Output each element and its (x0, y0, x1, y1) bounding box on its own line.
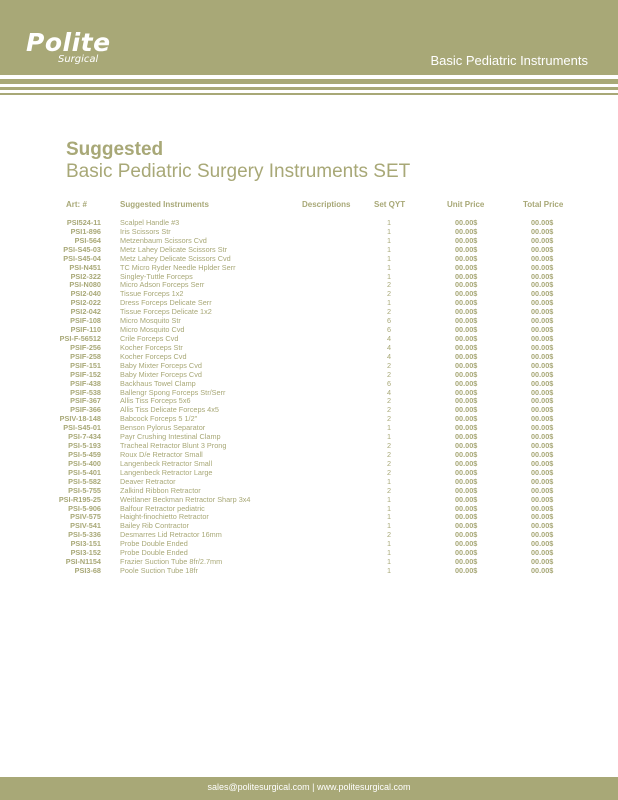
article-number: PSIF-110 (70, 325, 101, 335)
instrument-name: Micro Adson Forceps Serr (120, 280, 205, 290)
set-quantity: 2 (387, 280, 392, 290)
unit-price: 00.00$ (455, 530, 478, 540)
unit-price: 00.00$ (455, 289, 478, 299)
set-quantity: 2 (387, 414, 392, 424)
set-quantity: 1 (387, 226, 392, 236)
unit-price: 00.00$ (455, 342, 478, 352)
set-quantity: 1 (387, 476, 392, 486)
total-price: 00.00$ (531, 271, 554, 281)
instrument-name: Tracheal Retractor Blunt 3 Prong (120, 441, 227, 451)
unit-price: 00.00$ (455, 316, 478, 326)
set-quantity: 6 (387, 378, 392, 388)
unit-price: 00.00$ (455, 405, 478, 415)
set-quantity: 6 (387, 325, 392, 335)
total-price: 00.00$ (531, 458, 554, 468)
unit-price: 00.00$ (455, 458, 478, 468)
instrument-name: Ballengr Spong Forceps Str/Serr (120, 387, 226, 397)
article-number: PSIF-367 (70, 396, 101, 406)
instrument-name: Payr Crushing Intestinal Clamp (120, 432, 221, 442)
set-quantity: 2 (387, 307, 392, 317)
header-stripe-3 (0, 93, 618, 95)
set-quantity: 1 (387, 512, 392, 522)
article-number: PSI-564 (74, 235, 101, 245)
column-header-instruments: Suggested Instruments (120, 200, 209, 209)
total-price: 00.00$ (531, 342, 554, 352)
total-price: 00.00$ (531, 494, 554, 504)
set-quantity: 1 (387, 521, 392, 531)
unit-price: 00.00$ (455, 539, 478, 549)
article-number: PSI-5-336 (68, 530, 101, 540)
instrument-name: Langenbeck Retractor Small (120, 458, 213, 468)
total-price: 00.00$ (531, 280, 554, 290)
instrument-name: Micro Mosquito Str (120, 316, 181, 326)
instrument-name: Singley-Tuttle Forceps (120, 271, 193, 281)
article-number: PSI-N451 (69, 262, 101, 272)
article-number: PSIF-258 (70, 351, 101, 361)
article-number: PSI3-68 (74, 565, 101, 575)
unit-price: 00.00$ (455, 262, 478, 272)
set-quantity: 2 (387, 449, 392, 459)
instrument-name: Weitlaner Beckman Retractor Sharp 3x4 (120, 494, 251, 504)
instrument-name: Scalpel Handle #3 (120, 218, 180, 227)
total-price: 00.00$ (531, 565, 554, 575)
article-number: PSI-5-193 (68, 441, 101, 451)
instrument-name: Dress Forceps Delicate Serr (120, 298, 212, 308)
instrument-name: Allis Tiss Forceps 5x6 (120, 396, 191, 406)
instrument-table-body (0, 219, 618, 576)
article-number: PSI-5-906 (68, 503, 101, 513)
unit-price: 00.00$ (455, 369, 478, 379)
unit-price: 00.00$ (455, 226, 478, 236)
total-price: 00.00$ (531, 476, 554, 486)
set-quantity: 4 (387, 333, 392, 343)
column-header-total-price: Total Price (523, 200, 564, 209)
page-subtitle: Basic Pediatric Surgery Instruments SET (66, 161, 411, 182)
total-price: 00.00$ (531, 244, 554, 254)
set-quantity: 1 (387, 423, 392, 433)
article-number: PSI3-152 (70, 548, 101, 558)
set-quantity: 1 (387, 235, 392, 245)
total-price: 00.00$ (531, 289, 554, 299)
instrument-name: Tissue Forceps Delicate 1x2 (120, 307, 212, 317)
total-price: 00.00$ (531, 226, 554, 236)
instrument-name: Roux D/e Retractor Small (120, 449, 203, 459)
unit-price: 00.00$ (455, 351, 478, 361)
article-number: PSI-N080 (69, 280, 101, 290)
total-price: 00.00$ (531, 235, 554, 245)
unit-price: 00.00$ (455, 485, 478, 495)
set-quantity: 2 (387, 530, 392, 540)
article-number: PSI2-322 (70, 271, 101, 281)
instrument-name: Iris Scissors Str (120, 226, 171, 236)
article-number: PSI2-040 (70, 289, 101, 299)
article-number: PSIF-152 (70, 369, 101, 379)
set-quantity: 1 (387, 262, 392, 272)
page-title-suggested: Suggested (66, 139, 164, 160)
set-quantity: 1 (387, 557, 392, 567)
unit-price: 00.00$ (455, 307, 478, 317)
total-price: 00.00$ (531, 530, 554, 540)
set-quantity: 1 (387, 432, 392, 442)
set-quantity: 1 (387, 271, 392, 281)
set-quantity: 1 (387, 253, 392, 263)
unit-price: 00.00$ (455, 441, 478, 451)
total-price: 00.00$ (531, 548, 554, 558)
unit-price: 00.00$ (455, 396, 478, 406)
article-number: PSI-5-755 (68, 485, 101, 495)
set-quantity: 2 (387, 369, 392, 379)
total-price: 00.00$ (531, 557, 554, 567)
article-number: PSIF-256 (70, 342, 101, 352)
unit-price: 00.00$ (455, 521, 478, 531)
unit-price: 00.00$ (455, 378, 478, 388)
article-number: PSI-5-459 (68, 449, 101, 459)
article-number: PSI1-896 (70, 226, 101, 236)
total-price: 00.00$ (531, 414, 554, 424)
company-logo (26, 30, 111, 65)
instrument-name: Tissue Forceps 1x2 (120, 289, 184, 299)
column-header-set-qty: Set QYT (374, 200, 406, 209)
instrument-name: Probe Double Ended (120, 548, 188, 558)
instrument-name: Babcock Forceps 5 1/2" (120, 414, 198, 424)
column-header-descriptions: Descriptions (302, 200, 351, 209)
total-price: 00.00$ (531, 387, 554, 397)
column-header-art: Art: # (66, 200, 87, 209)
unit-price: 00.00$ (455, 467, 478, 477)
total-price: 00.00$ (531, 423, 554, 433)
instrument-name: Benson Pylorus Separator (120, 423, 206, 433)
unit-price: 00.00$ (455, 271, 478, 281)
total-price: 00.00$ (531, 441, 554, 451)
total-price: 00.00$ (531, 539, 554, 549)
set-quantity: 4 (387, 387, 392, 397)
article-number: PSI524-11 (66, 218, 101, 227)
set-quantity: 2 (387, 289, 392, 299)
total-price: 00.00$ (531, 325, 554, 335)
set-quantity: 1 (387, 298, 392, 308)
unit-price: 00.00$ (455, 298, 478, 308)
unit-price: 00.00$ (455, 503, 478, 513)
set-quantity: 2 (387, 360, 392, 370)
total-price: 00.00$ (531, 360, 554, 370)
instrument-name: Baby Mixter Forceps Cvd (120, 369, 202, 379)
unit-price: 00.00$ (455, 360, 478, 370)
logo-sub-text: Surgical (58, 54, 99, 65)
instrument-name: Baby Mixter Forceps Cvd (120, 360, 202, 370)
set-quantity: 1 (387, 548, 392, 558)
set-quantity: 1 (387, 539, 392, 549)
unit-price: 00.00$ (455, 235, 478, 245)
unit-price: 00.00$ (455, 565, 478, 575)
article-number: PSI-7-434 (68, 432, 101, 442)
article-number: PSI2-022 (70, 298, 101, 308)
unit-price: 00.00$ (455, 414, 478, 424)
article-number: PSIV-575 (70, 512, 101, 522)
instrument-name: Metz Lahey Delicate Scissors Cvd (120, 253, 231, 263)
total-price: 00.00$ (531, 307, 554, 317)
unit-price: 00.00$ (455, 387, 478, 397)
article-number: PSI-S45-03 (63, 244, 101, 254)
total-price: 00.00$ (531, 316, 554, 326)
instrument-name: Allis Tiss Delicate Forceps 4x5 (120, 405, 219, 415)
unit-price: 00.00$ (455, 512, 478, 522)
unit-price: 00.00$ (455, 333, 478, 343)
total-price: 00.00$ (531, 467, 554, 477)
article-number: PSI-5-401 (68, 467, 101, 477)
total-price: 00.00$ (531, 449, 554, 459)
instrument-name: TC Micro Ryder Needle Hplder Serr (120, 262, 236, 272)
total-price: 00.00$ (531, 512, 554, 522)
total-price: 00.00$ (531, 298, 554, 308)
logo-main-text: Polite (26, 28, 111, 57)
article-number: PSIV-18-148 (59, 414, 101, 424)
total-price: 00.00$ (531, 369, 554, 379)
unit-price: 00.00$ (455, 476, 478, 486)
instrument-name: Kocher Forceps Cvd (120, 351, 187, 361)
set-quantity: 4 (387, 351, 392, 361)
total-price: 00.00$ (531, 396, 554, 406)
header-title: Basic Pediatric Instruments (430, 53, 588, 68)
total-price: 00.00$ (531, 521, 554, 531)
article-number: PSI-R195-25 (58, 494, 101, 504)
set-quantity: 2 (387, 441, 392, 451)
article-number: PSIF-151 (70, 360, 101, 370)
instrument-name: Frazier Suction Tube 8fr/2.7mm (120, 557, 223, 567)
instrument-name: Metzenbaum Scissors Cvd (120, 235, 207, 245)
article-number: PSI-N1154 (65, 557, 101, 567)
article-number: PSI3-151 (70, 539, 101, 549)
set-quantity: 2 (387, 405, 392, 415)
article-number: PSI-S45-01 (63, 423, 101, 433)
table-row (0, 567, 618, 576)
article-number: PSI2-042 (70, 307, 101, 317)
header-stripe-2 (0, 87, 618, 90)
instrument-name: Backhaus Towel Clamp (120, 378, 196, 388)
article-number: PSIF-366 (70, 405, 101, 415)
footer-contact: sales@politesurgical.com | www.politesurgical.com (207, 782, 411, 792)
unit-price: 00.00$ (455, 244, 478, 254)
unit-price: 00.00$ (455, 423, 478, 433)
total-price: 00.00$ (531, 262, 554, 272)
instrument-name: Zalkind Ribbon Retractor (120, 485, 201, 495)
set-quantity: 2 (387, 396, 392, 406)
instrument-name: Deaver Retractor (120, 476, 176, 486)
article-number: PSI-S45-04 (63, 253, 101, 263)
total-price: 00.00$ (531, 432, 554, 442)
set-quantity: 2 (387, 467, 392, 477)
unit-price: 00.00$ (455, 557, 478, 567)
instrument-name: Desmarres Lid Retractor 16mm (120, 530, 222, 540)
total-price: 00.00$ (531, 503, 554, 513)
article-number: PSI-5-400 (68, 458, 101, 468)
total-price: 00.00$ (531, 485, 554, 495)
set-quantity: 1 (387, 565, 392, 575)
article-number: PSIF-438 (70, 378, 101, 388)
total-price: 00.00$ (531, 405, 554, 415)
set-quantity: 1 (387, 503, 392, 513)
article-number: PSI-5-582 (68, 476, 101, 486)
instrument-name: Haight-finochietto Retractor (120, 512, 209, 522)
unit-price: 00.00$ (455, 548, 478, 558)
total-price: 00.00$ (531, 218, 554, 227)
instrument-name: Probe Double Ended (120, 539, 188, 549)
unit-price: 00.00$ (455, 253, 478, 263)
set-quantity: 2 (387, 485, 392, 495)
header-stripe-1 (0, 79, 618, 84)
column-header-unit-price: Unit Price (447, 200, 485, 209)
instrument-name: Kocher Forceps Str (120, 342, 183, 352)
instrument-name: Langenbeck Retractor Large (120, 467, 213, 477)
unit-price: 00.00$ (455, 449, 478, 459)
total-price: 00.00$ (531, 253, 554, 263)
article-number: PSIF-108 (70, 316, 101, 326)
set-quantity: 1 (387, 494, 392, 504)
article-number: PSI-F-56512 (59, 333, 101, 343)
instrument-name: Balfour Retractor pediatric (120, 503, 205, 513)
unit-price: 00.00$ (455, 494, 478, 504)
set-quantity: 6 (387, 316, 392, 326)
instrument-name: Micro Mosquito Cvd (120, 325, 185, 335)
instrument-name: Poole Suction Tube 18fr (120, 565, 198, 575)
instrument-name: Metz Lahey Delicate Scissors Str (120, 244, 228, 254)
article-number: PSIV-541 (70, 521, 101, 531)
unit-price: 00.00$ (455, 218, 478, 227)
article-number: PSIF-538 (70, 387, 101, 397)
total-price: 00.00$ (531, 378, 554, 388)
set-quantity: 4 (387, 342, 392, 352)
unit-price: 00.00$ (455, 325, 478, 335)
instrument-name: Crile Forceps Cvd (120, 333, 179, 343)
set-quantity: 1 (387, 244, 392, 254)
set-quantity: 2 (387, 458, 392, 468)
total-price: 00.00$ (531, 333, 554, 343)
unit-price: 00.00$ (455, 280, 478, 290)
total-price: 00.00$ (531, 351, 554, 361)
instrument-name: Bailey Rib Contractor (120, 521, 189, 531)
unit-price: 00.00$ (455, 432, 478, 442)
set-quantity: 1 (387, 218, 392, 227)
